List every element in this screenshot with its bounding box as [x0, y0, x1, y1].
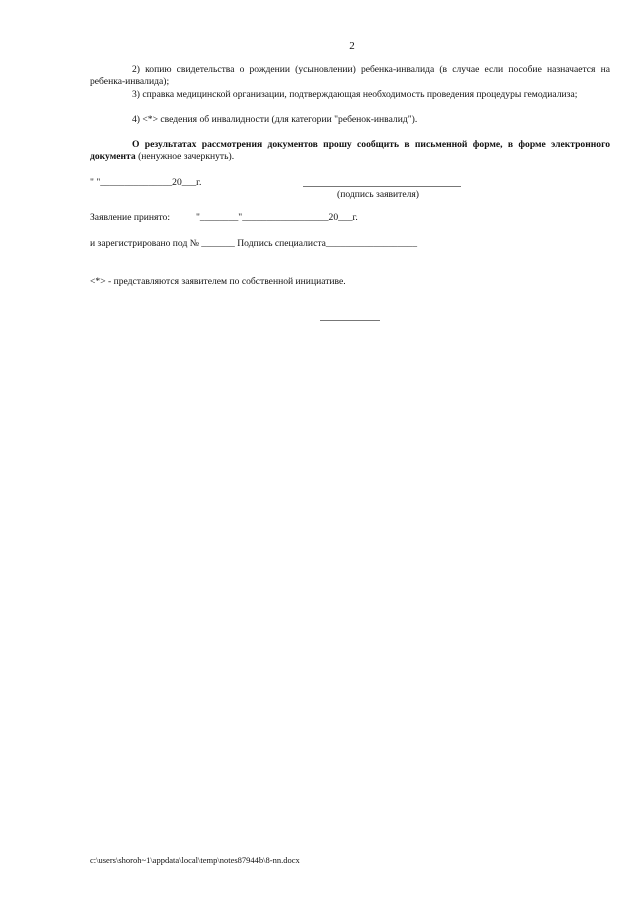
end-separator-line: [320, 320, 380, 321]
application-date-line: " "_______________20___г.: [90, 177, 202, 188]
notification-request-note: (ненужное зачеркнуть).: [135, 151, 235, 163]
footer-file-path: c:\users\shoroh~1\appdata\local\temp\notes87944b\8-nn.docx: [90, 855, 300, 865]
notification-request-bold: О результатах рассмотрения документов прошу сообщить в письменной форме, в форме электронного документа: [90, 139, 610, 163]
list-item-3: 3) справка медицинской организации, подтверждающая необходимость проведения процедуры гемодиализа;: [132, 89, 578, 100]
page-number: 2: [349, 40, 355, 52]
footnote: <*> - представляются заявителем по собственной инициативе.: [90, 276, 346, 287]
list-item-2: 2) копию свидетельства о рождении (усыновлении) ребенка-инвалида (в случае если пособие назначается на ребенка-инвалида);: [90, 64, 610, 88]
registration-line: и зарегистрировано под № _______ Подпись специалиста___________________: [90, 238, 418, 249]
signature-caption: (подпись заявителя): [337, 189, 420, 200]
acceptance-date-line: "________"__________________20___г.: [196, 212, 358, 223]
signature-line: [303, 186, 461, 187]
acceptance-label: Заявление принято:: [90, 212, 170, 223]
list-item-4: 4) <*> сведения об инвалидности (для категории "ребенок-инвалид").: [132, 114, 418, 125]
notification-request-paragraph: [90, 139, 610, 164]
